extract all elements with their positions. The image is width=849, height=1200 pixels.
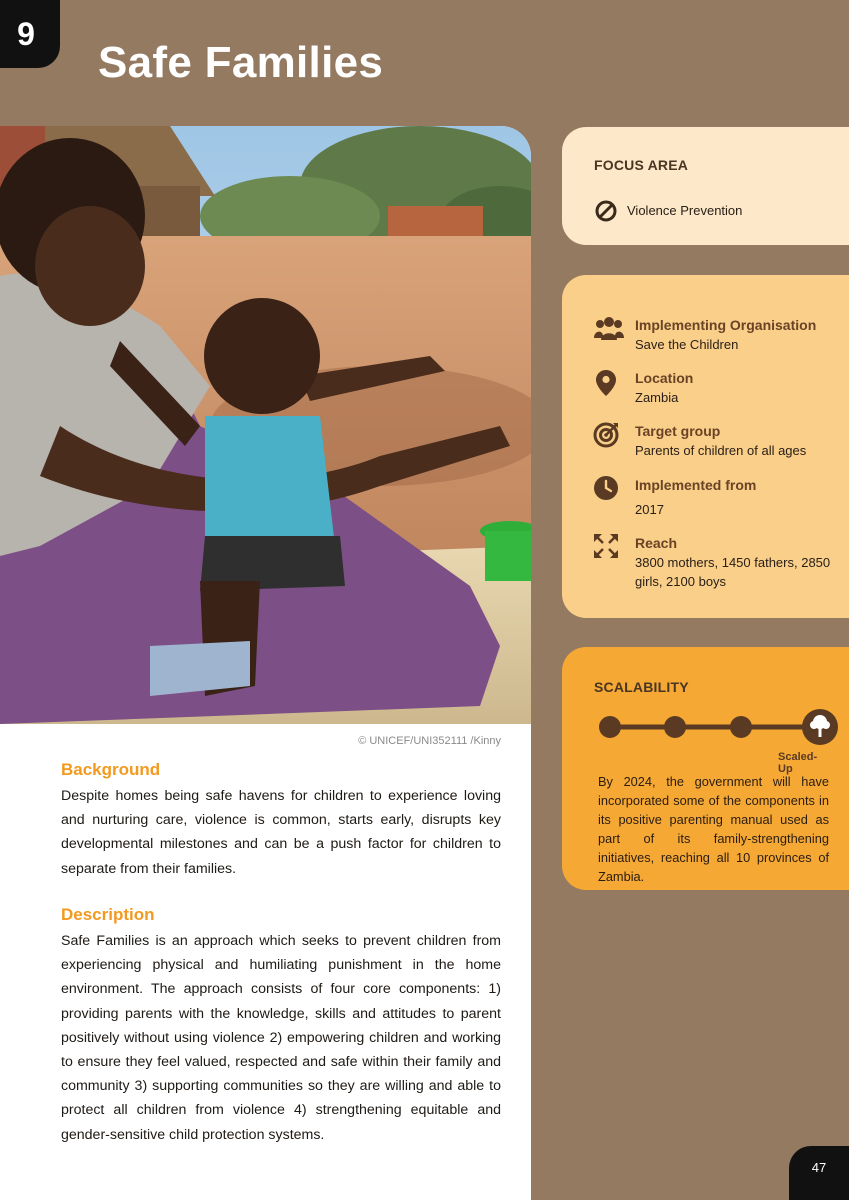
photo-credit: © UNICEF/UNI352111 /Kinny xyxy=(358,735,501,747)
reach-title: Reach xyxy=(635,535,678,551)
focus-area-card xyxy=(562,127,849,245)
description-heading: Description xyxy=(61,905,155,924)
background-text: Despite homes being safe havens for children to experience loving and nurturing care, violence is common, starts early, disrupts key developmental milestones and can be a push factor for children to separate from their families. xyxy=(61,788,501,877)
focus-area-value: Violence Prevention xyxy=(627,203,743,218)
scalability-label: SCALABILITY xyxy=(594,679,689,695)
main-content-panel xyxy=(0,126,531,1200)
background-heading: Background xyxy=(61,760,161,779)
expand-arrows-icon xyxy=(593,533,619,559)
target-group-value: Parents of children of all ages xyxy=(635,443,807,458)
implemented-from-title: Implemented from xyxy=(635,477,757,493)
page-title: Safe Families xyxy=(98,38,384,87)
people-group-icon xyxy=(594,315,624,341)
project-info-card xyxy=(562,275,849,618)
location-value: Zambia xyxy=(635,390,679,405)
stage-dot-1 xyxy=(599,716,621,738)
stage-dot-2 xyxy=(664,716,686,738)
page-number xyxy=(789,1146,849,1200)
scalability-card: SCALABILITY Scaled-Up By 2024, the government will have incorporated some of the components in its positive parenting manual used as part of its family-strengthening initiatives, reaching all 10 provinces of Zambia. xyxy=(562,647,849,890)
location-title: Location xyxy=(635,370,694,386)
target-group-title: Target group xyxy=(635,423,721,439)
location-pin-icon xyxy=(594,369,618,397)
implemented-from-value: 2017 xyxy=(635,502,664,517)
implementing-org-value: Save the Children xyxy=(635,337,739,352)
page-number-text: 47 xyxy=(811,1159,827,1175)
clock-icon xyxy=(593,475,619,501)
focus-area-label: FOCUS AREA xyxy=(594,157,689,173)
scalability-progress-track xyxy=(598,709,840,745)
description-text: Safe Families is an approach which seeks to prevent children from experiencing physical and humiliating punishment in the home environment. The approach consists of four core components: 1) providing parents with the knowledge, skills and attitudes to parent positively without using violence 2) empowering children and working to ensure they feel valued, respected and safe within their family and community 3) supporting communities so they are willing and able to protect all children from violence 4) strengthening equitable and gender-sensitive child protection systems. xyxy=(61,933,501,1143)
section-number: 9 xyxy=(17,15,35,52)
target-icon xyxy=(592,421,620,449)
reach-value: 3800 mothers, 1450 fathers, 2850 girls, 2100 boys xyxy=(635,555,831,589)
hero-photo xyxy=(0,126,531,724)
section-number-tab xyxy=(0,0,60,68)
scalability-text: By 2024, the government will have incorporated some of the components in its positive parenting manual used as part of its family-strengthening initiatives, reaching all 10 provinces of Zambia. xyxy=(598,774,829,884)
implementing-org-title: Implementing Organisation xyxy=(635,317,817,333)
stage-dot-3 xyxy=(730,716,752,738)
prohibited-icon xyxy=(594,199,618,223)
